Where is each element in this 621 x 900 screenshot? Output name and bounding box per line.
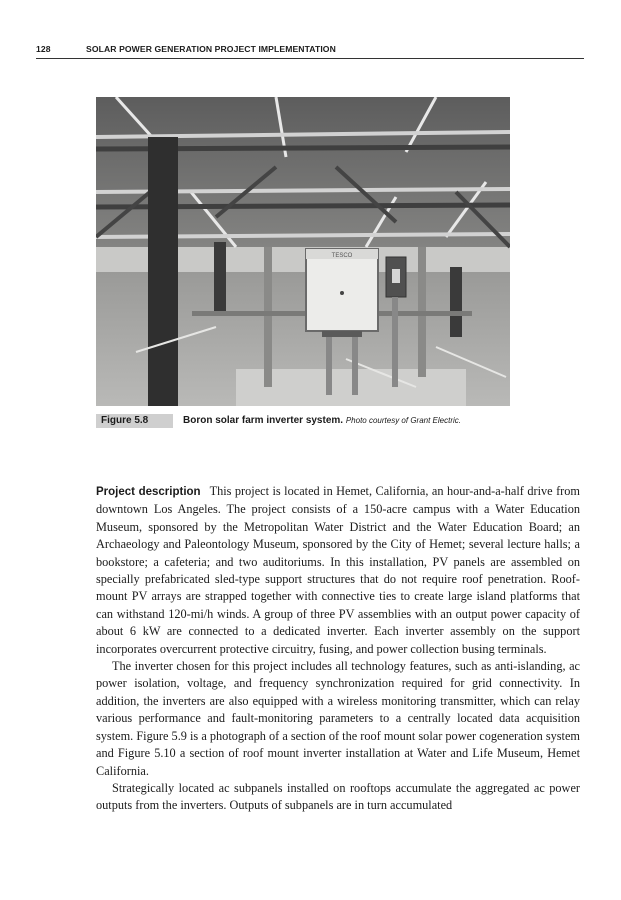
running-header (36, 44, 584, 59)
paragraph: The inverter chosen for this project includes all technology features, such as anti-islanding, ac power isolation, voltage, and frequency synchronization required for grid connectivity. In addition, the inverters are also equipped with a wireless monitoring transmitter, which can relay various performance and fault-monitoring parameters to a centrally located data acquisition system. Figure 5.9 is a photograph of a section of the roof mount solar power cogeneration system and Figure 5.10 a section of roof mount inverter installation at Water and Life Museum, Hemet California. (96, 659, 580, 778)
figure-credit: Photo courtesy of Grant Electric. (345, 416, 462, 425)
page-number: 128 (36, 44, 51, 54)
inverter-label-text: TESCO (331, 253, 353, 259)
paragraph: Strategically located ac subpanels installed on rooftops accumulate the aggregated ac power outputs from the inverters. Outputs of subpanels are in turn accumulated (96, 780, 580, 813)
runin-heading: Project description (96, 486, 201, 498)
figure-photo (96, 97, 510, 406)
figure-title: Boron solar farm inverter system. (183, 415, 344, 426)
paragraph (96, 483, 580, 658)
figure-label: Figure 5.8 (96, 414, 173, 428)
paragraph-text: This project is located in Hemet, California, an hour-and-a-half drive from downtown Los Angeles. The project consists of a 150-acre campus with a Water Education Museum, sponsored by the Metropolitan Water District and the Water Education Board; an Archaeology and Paleontology Museum, sponsored by the City of Hemet; several lecture halls; a bookstore; a cafeteria; and two auditoriums. In this installation, PV panels are assembled on specially prefabricated sled-type support structures that do not require roof penetration. Roof-mount PV arrays are strapped together with connective ties to create large island platforms that can withstand 120-mi/h winds. A group of three PV assemblies with an output power capacity of about 6 kW are connected to a dedicated inverter. Each inverter assembly on the support incorporates overcurrent protective circuitry, fusing, and power collection busing terminals. (96, 484, 580, 656)
body-text (96, 483, 580, 815)
solar-array-inverter-photo (96, 97, 510, 406)
running-title: SOLAR POWER GENERATION PROJECT IMPLEMENTATION (86, 44, 336, 54)
figure-caption (96, 414, 516, 428)
